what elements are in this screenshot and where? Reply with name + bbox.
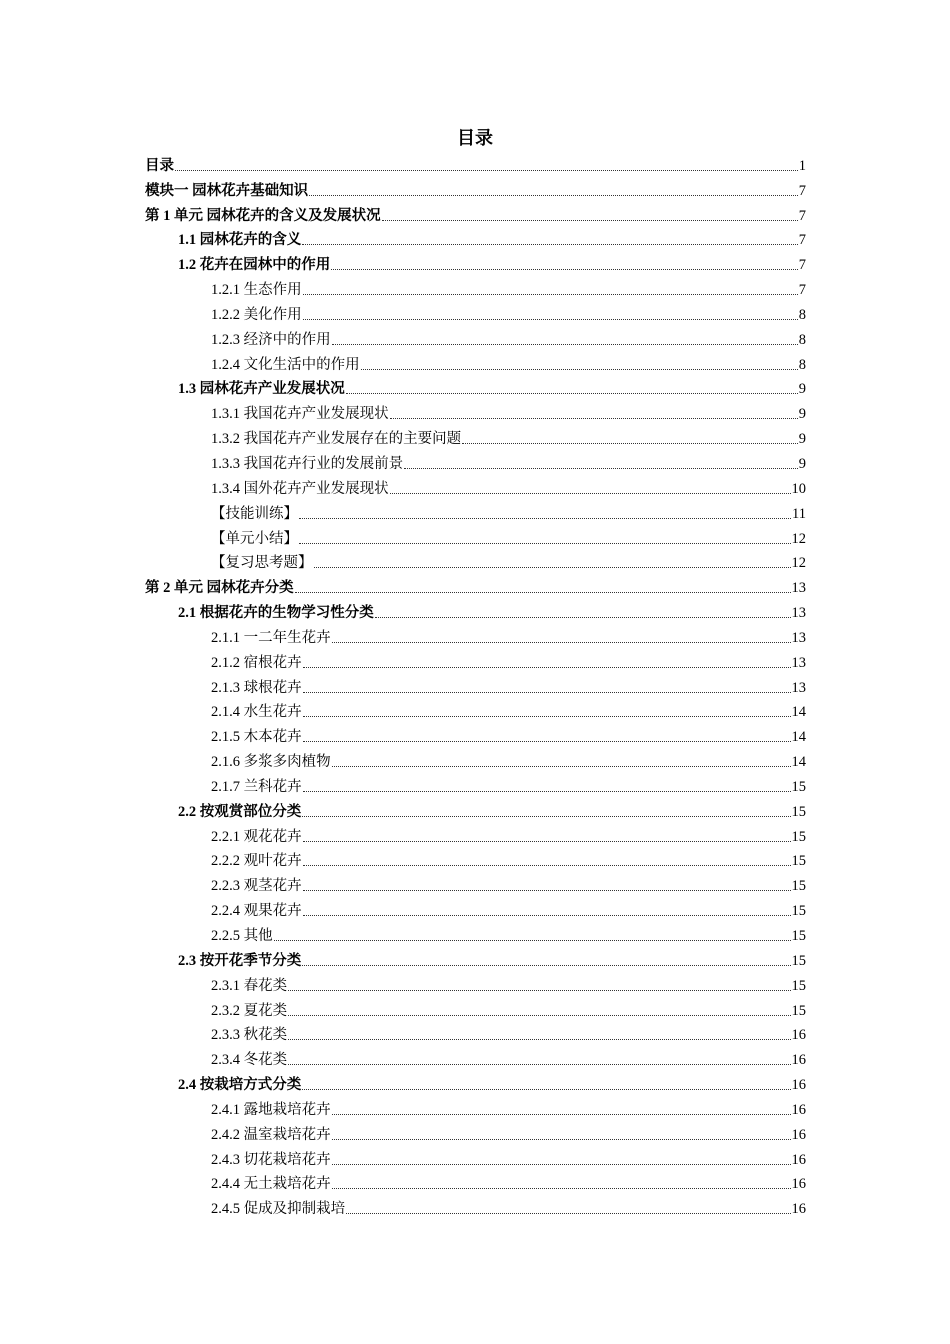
toc-entry-page-number: 9 [798, 431, 806, 448]
toc-entry-title: 2.2 按观赏部位分类 [178, 803, 302, 820]
dot-leader [462, 443, 798, 444]
toc-entry[interactable] [145, 1069, 806, 1094]
toc-entry-title: 2.3.4 冬花类 [211, 1052, 288, 1069]
toc-entry-title: 1.2.4 文化生活中的作用 [211, 356, 360, 373]
toc-entry-page-number: 14 [791, 704, 806, 721]
toc-entry-page-number: 13 [791, 605, 806, 622]
toc-entry-title: 2.1.1 一二年生花卉 [211, 629, 331, 646]
dot-leader [288, 1064, 790, 1065]
toc-entry[interactable] [145, 473, 806, 498]
toc-entry[interactable] [145, 597, 806, 622]
toc-entry-page-number: 7 [798, 232, 806, 249]
toc-entry-page-number: 8 [798, 356, 806, 373]
dot-leader [390, 418, 798, 419]
dot-leader [303, 865, 791, 866]
toc-entry-title: 2.4.5 促成及抑制栽培 [211, 1201, 346, 1218]
toc-entry-title: 1.2 花卉在园林中的作用 [178, 257, 331, 274]
dot-leader [302, 244, 798, 245]
toc-entry[interactable] [145, 1144, 806, 1169]
dot-leader [303, 915, 791, 916]
toc-entry-title: 1.2.1 生态作用 [211, 282, 302, 299]
dot-leader [295, 592, 791, 593]
toc-entry-page-number: 16 [791, 1151, 806, 1168]
toc-entry-title: 2.4.2 温室栽培花卉 [211, 1126, 331, 1143]
toc-entry-page-number: 15 [791, 828, 806, 845]
dot-leader [302, 816, 790, 817]
toc-entry-page-number: 13 [791, 679, 806, 696]
dot-leader [332, 344, 798, 345]
toc-entry-title: 2.1.2 宿根花卉 [211, 654, 302, 671]
toc-entry-page-number: 16 [791, 1201, 806, 1218]
dot-leader [288, 990, 790, 991]
toc-entry[interactable] [145, 721, 806, 746]
dot-leader [288, 1015, 790, 1016]
dot-leader [314, 567, 791, 568]
toc-entry[interactable] [145, 771, 806, 796]
toc-entry-page-number: 16 [791, 1176, 806, 1193]
toc-entry-title: 2.3.1 春花类 [211, 977, 288, 994]
toc-entry[interactable] [145, 697, 806, 722]
toc-entry[interactable] [145, 1193, 806, 1218]
toc-entry-title: 2.3.2 夏花类 [211, 1002, 288, 1019]
dot-leader [274, 940, 791, 941]
toc-entry[interactable] [145, 498, 806, 523]
toc-entry-title: 2.1.7 兰科花卉 [211, 778, 302, 795]
toc-entry-title: 2.1 根据花卉的生物学习性分类 [178, 605, 374, 622]
toc-entry[interactable] [145, 374, 806, 399]
dot-leader [375, 617, 791, 618]
dot-leader [299, 518, 791, 519]
toc-entry-title: 2.3 按开花季节分类 [178, 952, 302, 969]
toc-entry-page-number: 15 [791, 903, 806, 920]
toc-entry-title: 2.1.3 球根花卉 [211, 679, 302, 696]
dot-leader [331, 269, 798, 270]
toc-entry[interactable] [145, 995, 806, 1020]
toc-entry-title: 2.1.4 水生花卉 [211, 704, 302, 721]
toc-entry-title: 2.4.4 无土栽培花卉 [211, 1176, 331, 1193]
dot-leader [361, 369, 798, 370]
toc-entry-page-number: 15 [791, 778, 806, 795]
dot-leader [303, 319, 798, 320]
toc-entry-title: 1.3.4 国外花卉产业发展现状 [211, 480, 389, 497]
toc-entry[interactable] [145, 1119, 806, 1144]
dot-leader [303, 716, 791, 717]
dot-leader [332, 766, 791, 767]
toc-entry-title: 1.2.3 经济中的作用 [211, 331, 331, 348]
dot-leader [404, 468, 798, 469]
toc-entry-title: 2.3.3 秋花类 [211, 1027, 288, 1044]
toc-entry[interactable] [145, 274, 806, 299]
toc-entry-title: 2.1.6 多浆多肉植物 [211, 754, 331, 771]
dot-leader [346, 393, 798, 394]
toc-entry[interactable] [145, 398, 806, 423]
toc-entry[interactable] [145, 920, 806, 945]
toc-entry[interactable] [145, 796, 806, 821]
toc-entry-page-number: 8 [798, 331, 806, 348]
toc-entry-title: 【复习思考题】 [211, 555, 313, 572]
toc-entry-title: 1.2.2 美化作用 [211, 306, 302, 323]
toc-entry[interactable] [145, 895, 806, 920]
toc-entry-page-number: 13 [791, 629, 806, 646]
toc-entry[interactable] [145, 175, 806, 200]
toc-entry-title: 1.1 园林花卉的含义 [178, 232, 302, 249]
toc-entry-title: 2.2.4 观果花卉 [211, 903, 302, 920]
toc-entry-page-number: 12 [791, 555, 806, 572]
dot-leader [332, 642, 791, 643]
toc-entry-page-number: 15 [791, 977, 806, 994]
toc-entry-page-number: 15 [791, 878, 806, 895]
toc-entry[interactable] [145, 423, 806, 448]
toc-entry-page-number: 13 [791, 580, 806, 597]
toc-entry[interactable] [145, 299, 806, 324]
dot-leader [332, 1114, 791, 1115]
dot-leader [302, 1089, 790, 1090]
dot-leader [303, 791, 791, 792]
toc-entry-title: 1.3.1 我国花卉产业发展现状 [211, 406, 389, 423]
toc-entry-page-number: 7 [798, 207, 806, 224]
toc-entry-page-number: 16 [791, 1077, 806, 1094]
toc-entry-title: 目录 [145, 157, 174, 174]
toc-entry-page-number: 16 [791, 1126, 806, 1143]
toc-entry-title: 【单元小结】 [211, 530, 298, 547]
toc-entry[interactable] [145, 324, 806, 349]
dot-leader [346, 1213, 790, 1214]
dot-leader [332, 1164, 791, 1165]
toc-entry-title: 1.3 园林花卉产业发展状况 [178, 381, 345, 398]
table-of-contents [145, 150, 806, 1218]
toc-entry[interactable] [145, 746, 806, 771]
toc-entry-page-number: 15 [791, 1002, 806, 1019]
toc-entry[interactable] [145, 821, 806, 846]
toc-entry-title: 2.4.3 切花栽培花卉 [211, 1151, 331, 1168]
dot-leader [299, 543, 791, 544]
toc-entry-page-number: 15 [791, 952, 806, 969]
dot-leader [288, 1039, 790, 1040]
toc-entry[interactable] [145, 1020, 806, 1045]
toc-entry[interactable] [145, 225, 806, 250]
toc-entry-page-number: 15 [791, 803, 806, 820]
toc-entry[interactable] [145, 846, 806, 871]
toc-entry-page-number: 15 [791, 853, 806, 870]
dot-leader [382, 220, 798, 221]
dot-leader [390, 493, 791, 494]
toc-entry-page-number: 7 [798, 182, 806, 199]
toc-entry-title: 【技能训练】 [211, 505, 298, 522]
toc-entry-title: 1.3.2 我国花卉产业发展存在的主要问题 [211, 431, 462, 448]
toc-entry-page-number: 11 [792, 505, 806, 522]
toc-entry-page-number: 9 [798, 406, 806, 423]
dot-leader [303, 890, 791, 891]
toc-entry-page-number: 14 [791, 729, 806, 746]
toc-entry-page-number: 14 [791, 754, 806, 771]
toc-entry-page-number: 9 [798, 381, 806, 398]
dot-leader [303, 294, 798, 295]
toc-entry-page-number: 15 [791, 928, 806, 944]
toc-entry-page-number: 9 [798, 455, 806, 472]
dot-leader [303, 741, 791, 742]
dot-leader [332, 1139, 791, 1140]
toc-entry-page-number: 13 [791, 654, 806, 671]
toc-entry-title: 模块一 园林花卉基础知识 [145, 182, 309, 199]
page-title: 目录 [457, 128, 493, 148]
toc-entry[interactable] [145, 349, 806, 374]
dot-leader [303, 692, 791, 693]
toc-entry-page-number: 7 [798, 257, 806, 274]
toc-entry-title: 2.2.2 观叶花卉 [211, 853, 302, 870]
toc-entry-page-number: 10 [791, 480, 806, 497]
toc-entry-title: 2.2.1 观花花卉 [211, 828, 302, 845]
toc-entry-page-number: 8 [798, 306, 806, 323]
toc-entry-page-number: 16 [791, 1101, 806, 1118]
toc-entry-title: 2.4 按栽培方式分类 [178, 1077, 302, 1094]
toc-entry-title: 2.2.3 观茎花卉 [211, 878, 302, 895]
toc-entry[interactable] [145, 970, 806, 995]
toc-entry-title: 2.2.5 其他 [211, 928, 273, 944]
toc-entry[interactable] [145, 1094, 806, 1119]
dot-leader [332, 1188, 791, 1189]
toc-entry-page-number: 1 [798, 157, 806, 174]
dot-leader [309, 195, 798, 196]
toc-entry[interactable] [145, 945, 806, 970]
toc-entry[interactable] [145, 622, 806, 647]
toc-entry-title: 1.3.3 我国花卉行业的发展前景 [211, 455, 404, 472]
dot-leader [302, 965, 790, 966]
toc-entry-page-number: 12 [791, 530, 806, 547]
toc-entry-page-number: 16 [791, 1052, 806, 1069]
toc-entry-page-number: 16 [791, 1027, 806, 1044]
toc-entry[interactable] [145, 249, 806, 274]
toc-entry-title: 第 1 单元 园林花卉的含义及发展状况 [145, 207, 381, 224]
toc-entry-title: 第 2 单元 园林花卉分类 [145, 580, 294, 597]
toc-entry[interactable] [145, 200, 806, 225]
dot-leader [175, 170, 798, 171]
toc-entry[interactable] [145, 523, 806, 548]
toc-entry[interactable] [145, 150, 806, 175]
dot-leader [303, 667, 791, 668]
toc-entry[interactable] [145, 870, 806, 895]
toc-entry-title: 2.1.5 木本花卉 [211, 729, 302, 746]
toc-entry[interactable] [145, 647, 806, 672]
dot-leader [303, 841, 791, 842]
toc-entry-page-number: 7 [798, 282, 806, 299]
toc-entry[interactable] [145, 1044, 806, 1069]
toc-entry[interactable] [145, 548, 806, 573]
toc-entry[interactable] [145, 672, 806, 697]
toc-entry[interactable] [145, 1169, 806, 1194]
toc-entry[interactable] [145, 448, 806, 473]
toc-entry-title: 2.4.1 露地栽培花卉 [211, 1101, 331, 1118]
toc-entry[interactable] [145, 572, 806, 597]
